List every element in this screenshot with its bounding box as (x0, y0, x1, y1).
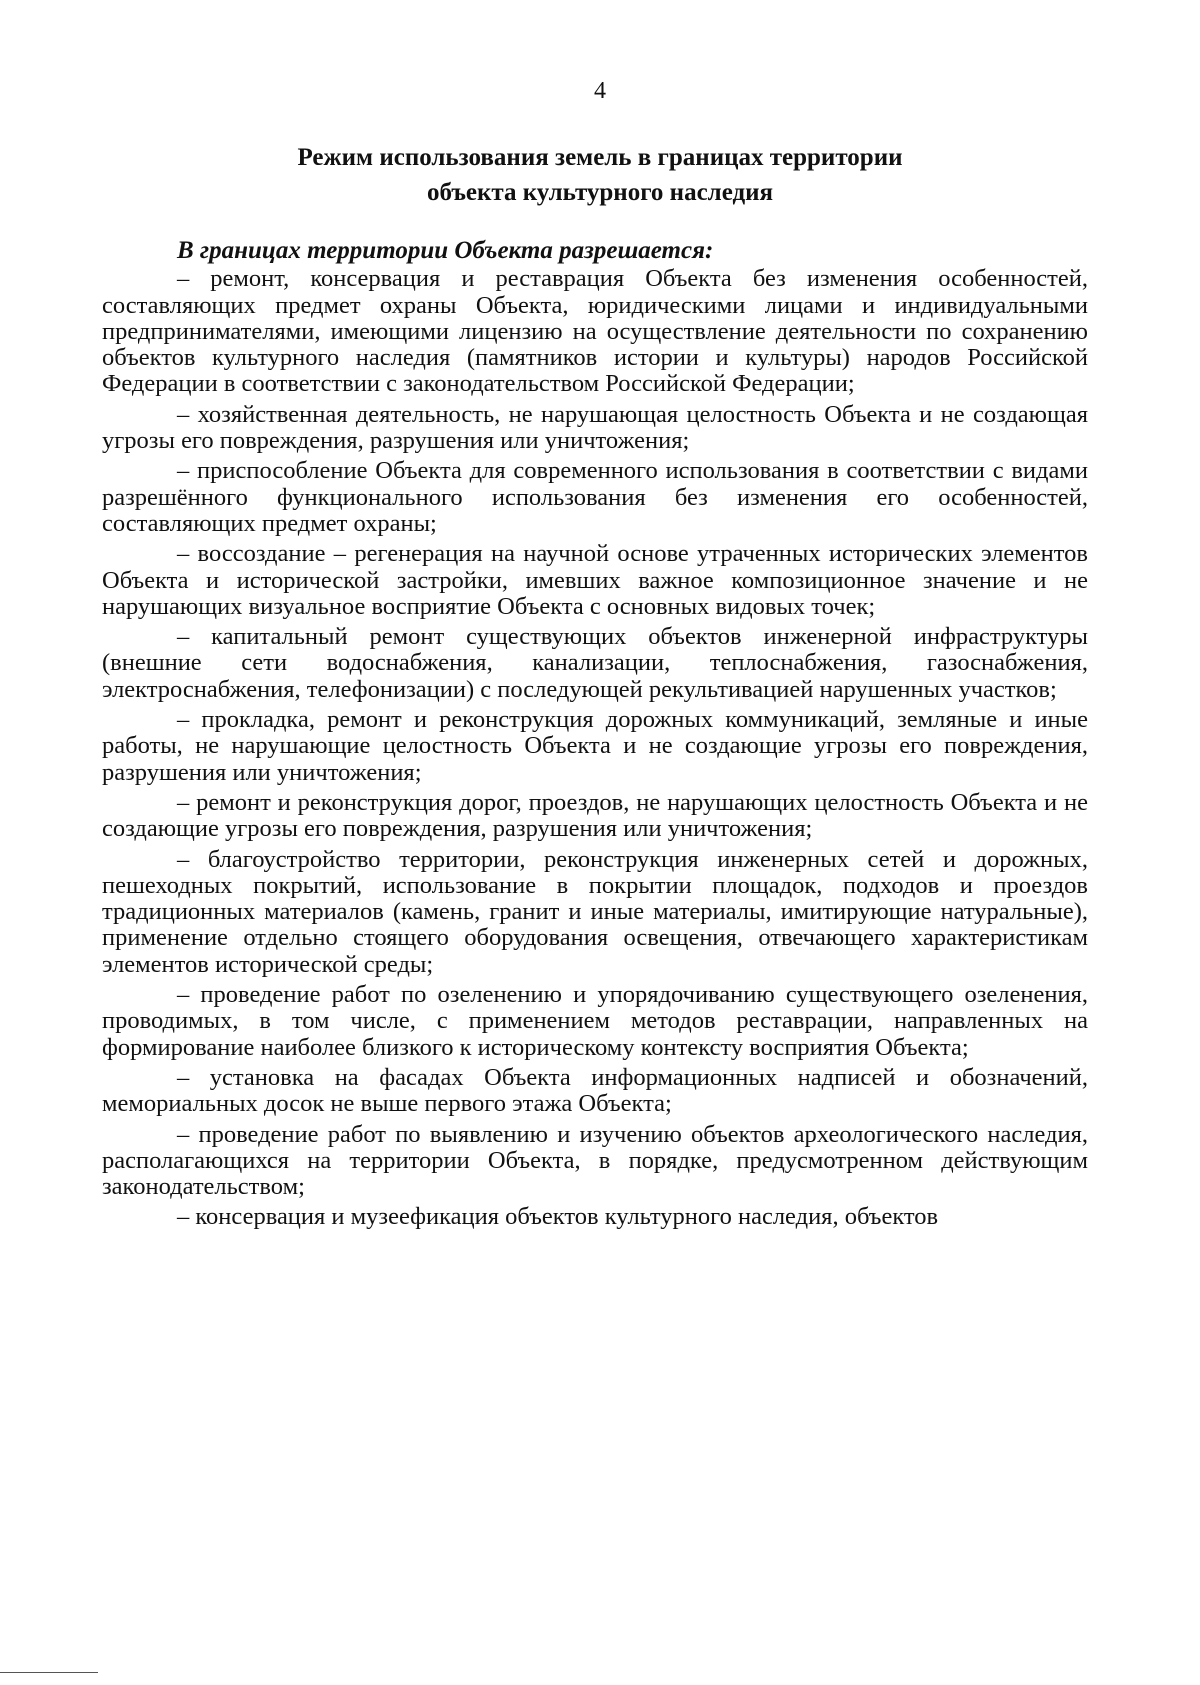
section-title-line-2: объекта культурного наследия (426, 179, 774, 206)
permitted-item: – хозяйственная деятельность, не нарушающая целостность Объекта и не создающая угрозы его повреждения, разрушения или уничтожения; (102, 400, 1088, 455)
permitted-item: – консервация и музеефикация объектов культурного наследия, объектов (177, 1203, 939, 1231)
section-title-line-1: Режим использования земель в границах территории (297, 144, 903, 171)
footer-rule (0, 1672, 98, 1673)
permitted-intro: В границах территории Объекта разрешается: (177, 237, 714, 264)
page-number: 4 (594, 78, 606, 104)
section-title (150, 140, 1050, 210)
permitted-item: – установка на фасадах Объекта информационных надписей и обозначений, мемориальных досок не выше первого этажа Объекта; (102, 1063, 1088, 1118)
permitted-item: – благоустройство территории, реконструкция инженерных сетей и дорожных, пешеходных покрытий, использование в покрытии площадок, подходов и проездов традиционных материалов (камень, гранит и иные материалы, имитирующие натуральные), применение отдельно стоящего оборудования освещения, отвечающего характеристикам элементов исторической среды; (102, 845, 1088, 978)
document-body (102, 238, 1088, 1235)
permitted-item: – капитальный ремонт существующих объектов инженерной инфраструктуры (внешние сети водоснабжения, канализации, теплоснабжения, газоснабжения, электроснабжения, телефонизации) с последующей рекультивацией нарушенных участков; (102, 623, 1088, 703)
permitted-item: – ремонт, консервация и реставрация Объекта без изменения особенностей, составляющих предмет охраны Объекта, юридическими лицами и индивидуальными предпринимателями, имеющими лицензию на осуществление деятельности по сохранению объектов культурного наследия (памятников истории и культуры) народов Российской Федерации в соответствии с законодательством Российской Федерации; (102, 265, 1088, 398)
permitted-item: – проведение работ по озеленению и упорядочиванию существующего озеленения, проводимых, в том числе, с применением методов реставрации, направленных на формирование наиболее близкого к историческому контексту восприятия Объекта; (102, 981, 1088, 1061)
permitted-item: – прокладка, ремонт и реконструкция дорожных коммуникаций, земляные и иные работы, не нарушающие целостность Объекта и не создающие угрозы его повреждения, разрушения или уничтожения; (102, 706, 1088, 786)
permitted-item: – проведение работ по выявлению и изучению объектов археологического наследия, располагающихся на территории Объекта, в порядке, предусмотренном действующим законодательством; (102, 1120, 1088, 1201)
permitted-item: – ремонт и реконструкция дорог, проездов, не нарушающих целостность Объекта и не создающие угрозы его повреждения, разрушения или уничтожения; (102, 788, 1088, 843)
permitted-item: – приспособление Объекта для современного использования в соответствии с видами разрешённого функционального использования без изменения его особенностей, составляющих предмет охраны; (102, 457, 1088, 537)
permitted-item: – воссоздание – регенерация на научной основе утраченных исторических элементов Объекта и исторической застройки, имевших важное композиционное значение и не нарушающих визуальное восприятие Объекта с основных видовых точек; (102, 540, 1088, 620)
